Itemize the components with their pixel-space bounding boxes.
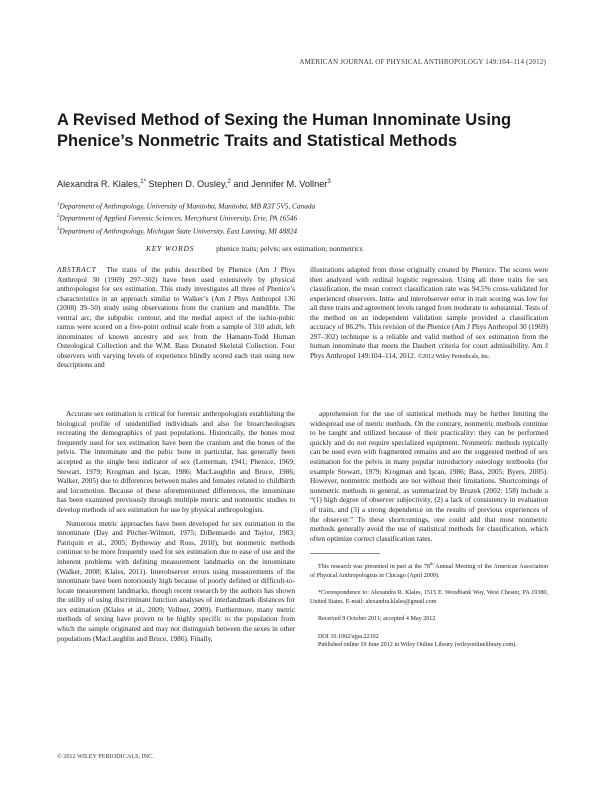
author-marker: 3 (327, 179, 331, 185)
journal-header: AMERICAN JOURNAL OF PHYSICAL ANTHROPOLOGY 149:104–114 (2012) (299, 58, 546, 66)
keywords (146, 244, 363, 253)
affiliation-line: $^2$Department of Applied Forensic Sciences, Mercyhurst University, Erie, PA 16546 (57, 213, 298, 223)
author-list (57, 179, 331, 189)
body-column-left (57, 409, 295, 650)
body-text (57, 409, 548, 650)
affiliation-line: $^3$Department of Anthropology, Michigan State University, East Lansing, MI 48824 (57, 226, 298, 236)
paragraph: apprehension for the use of statistical methods may be further limiting the widespread use of metric methods. On the contrary, nonmetric methods continue to be taught and utilized because of their practicality: they can be performed quickly and do not require specialized equipment. Nonmetric methods typically can be used even with fragmented remains and are the suggested method of sex estimation for the pelvis in many popular introductory osteology textbooks (for example Stewart, 1979; Krogman and Işcan, 1986; Bass, 2005; Byers, 2005). However, nonmetric methods are not without their limitations. Shortcomings of nonmetric methods in general, as summarized by Bruzek (2002: 158) include a “(1) high degree of observer subjectivity, (2) a lack of consistency in evaluation of traits, and (3) a strong dependence on the results of previous experiences of the observer.” To these shortcomings, one could add that most nonmetric methods generally avoid the use of statistical methods for classification, which often optimize correct classification rates. (310, 409, 548, 543)
body-column-right (310, 409, 548, 650)
page-footer-copyright: © 2012 WILEY PERIODICALS, INC. (57, 753, 154, 760)
abstract (57, 265, 548, 370)
paragraph: Numerous metric approaches have been developed for sex estimation in the innominate (Day and Pitcher-Wilmott, 1975; DiBennardo and Taylor, 1983; Patriquin et al., 2005; Bytheway and Ross, 2010), but nonmetric methods continue to be more frequently used for sex estimation due to ease of use and the inherent problems with defining measurement landmarks on the innominate (Walker, 2008; Klales, 2011). Interobserver errors using measurements of the innominate have been notoriously high because of poorly defined or difficult-to-locate measurement landmarks, though recent research by the authors has shown the utility of using discriminant function analyses of interlandmark distances for sex estimation (Klales et al., 2009; Vollner, 2009). Furthermore, many metric methods of sexing have proven to be highly specific to the population from which the sample originated and may not distinguish between the sexes in other populations (MacLaughlin and Bruce, 1986). Finally, (57, 518, 295, 643)
author-name: and Jennifer M. Vollner (233, 179, 328, 190)
footnote-rule (310, 553, 380, 554)
abstract-copyright: ©2012 Wiley Periodicals, Inc. (417, 353, 491, 360)
footnote-doi: DOI 10.1002/ajpa.22102 (318, 633, 379, 640)
footnote-published: Published online 19 June 2012 in Wiley Online Library (wileyonlinelibrary.com). (318, 642, 517, 649)
footnote-correspondence: *Correspondence to: Alexandra R. Klales, 1515 E. Woodbank Way, West Chester, PA 19380, United States. E-mail: alexandra.klales@gmail.com (310, 590, 548, 605)
abstract-label: ABSTRACT (57, 265, 97, 274)
footnote-received: Received 9 October 2011; accepted 4 May 2012 (318, 616, 436, 623)
keywords-label: KEY WORDS (146, 244, 195, 253)
author-marker: 2 (227, 179, 231, 185)
keywords-text: phenice traits; pelvis; sex estimation; nonmetrics (216, 244, 363, 253)
paragraph: Accurate sex estimation is critical for forensic anthropologists establishing the biological profile of unidentified individuals and also for bioarcheologists recreating the demographics of past populations. Historically, the bones most frequently used for sex estimation have been the cranium and the bones of the pelvis. The innominate and the pubic bone in particular, has generally been accepted as the single best indicator of sex (Letterman, 1941; Phenice, 1969; Stewart, 1979; Krogman and Işcan, 1986; MacLaughlin and Bruce, 1986; Walker, 2005) due to differences between males and females related to childbirth and locomotion. Because of these aforementioned differences, the innominate has been examined previously through multiple metric and nonmetric studies to develop methods of sex estimation for use by physical anthropologists. (57, 409, 295, 514)
author-name: Alexandra R. Klales, (57, 179, 141, 190)
author-name: Stephen D. Ousley, (148, 179, 228, 190)
abstract-text: illustrations adapted from those originally created by Phenice. The scores were then analyzed with ordinal logistic regression. Using all three traits for sex classification, the mean correct classification rate was 94.5% cross-validated for experienced observers. Intra- and interobserver error in trait scoring was low for all three traits and agreement levels ranged from moderate to substantial. Tests of the method on an independent validation sample provided a classification accuracy of 86.2%. This revision of the Phenice (Am J Phys Anthropol 30 (1969) 297–302) technique is a reliable and valid method of sex estimation from the human innominate that meets the Daubert criteria for court admissibility. Am J Phys Anthropol 149:104–114, 2012. (310, 265, 548, 360)
abstract-column-right (310, 265, 548, 370)
footnotes (310, 560, 548, 650)
footnote-presented: This research was presented in part at the 78th Annual Meeting of the American Association of Physical Anthropologists in Chicago (April 2009). (310, 561, 548, 579)
author-marker: 1* (140, 179, 146, 185)
abstract-text: The traits of the pubis described by Phenice (Am J Phys Anthropol 30 (1969) 297–302) have been used extensively by physical anthropologist for sex estimation. This study investigates all three of Phenice’s characteristics in an approach similar to Walker’s (Am J Phys Anthropol 136 (2008) 39–50) study using observations from the cranium and mandible. The ventral arc, the subpubic contour, and the medial aspect of the ischio-pubic ramus were scored on a five-point ordinal scale from a sample of 310 adult, left innominates of known ancestry and sex from the Hamann-Todd Human Osteological Collection and the W.M. Bass Donated Skeletal Collection. Four observers with varying levels of experience blindly scored each trait using new descriptions and (57, 265, 295, 369)
abstract-column-left (57, 265, 295, 370)
affiliation-line: $^1$Department of Anthropology, University of Manitoba, Manitoba, MB R3T 5V5, Canada (57, 201, 316, 211)
affiliations (57, 199, 547, 236)
article-title: A Revised Method of Sexing the Human Innominate Using Phenice’s Nonmetric Traits and Statistical Methods (57, 111, 512, 150)
